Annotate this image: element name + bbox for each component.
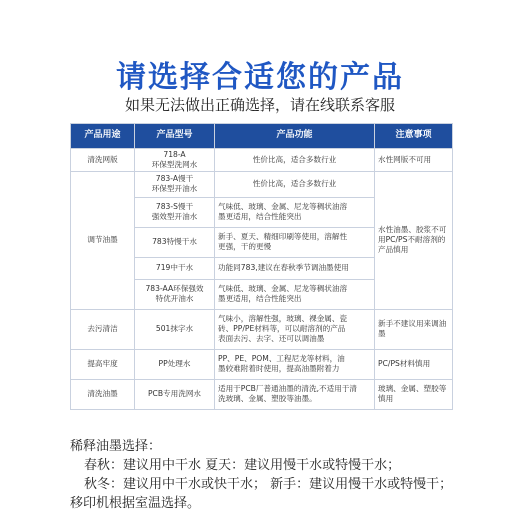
cell-use: 提高牢度: [71, 349, 135, 379]
cell-function: 新手、夏天、精细印刷等使用，溶解性 更强，干的更慢: [215, 227, 375, 257]
cell-model: 783特慢干水: [135, 227, 215, 257]
page-title: 请选择合适您的产品: [116, 60, 404, 95]
cell-function: 适用于PCB厂普通油墨的清洗,不适用于清 洗玻璃、金属、塑胶等油墨。: [215, 379, 375, 409]
cell-function: 性价比高，适合多数行业: [215, 171, 375, 197]
table-row: [71, 349, 453, 379]
cell-model: 718-A 环保型洗网水: [135, 149, 215, 172]
cell-model: 783-AA环保强效 特优开油水: [135, 279, 215, 309]
cell-use: 调节油墨: [71, 171, 135, 309]
cell-model: 783-S慢干 强效型开油水: [135, 197, 215, 227]
dilution-guide: [70, 437, 510, 513]
cell-function: 功能同783,建议在春秋季节调油墨使用: [215, 257, 375, 279]
cell-model: PP处理水: [135, 349, 215, 379]
cell-use: 清洗网版: [71, 149, 135, 172]
cell-function: 气味低、玻璃、金属、尼龙等稠状油溶 墨更适用，结合性能突出: [215, 279, 375, 309]
header-model: 产品型号: [135, 124, 215, 149]
cell-function: PP、PE、POM、工程尼龙等材料，油 墨较难附着时使用，提高油墨附着力: [215, 349, 375, 379]
cell-note: 玻璃、金属、塑胶等慎用: [375, 379, 453, 409]
header-use: 产品用途: [71, 124, 135, 149]
header-function: 产品功能: [215, 124, 375, 149]
cell-model: 719中干水: [135, 257, 215, 279]
cell-model: 501抹字水: [135, 309, 215, 349]
dilution-winter-line: 秋冬：建议用中干水或快干水； 新手：建议用慢干水或特慢干；: [84, 477, 453, 492]
header-notes: 注意事项: [375, 124, 453, 149]
table-row: [71, 171, 453, 197]
cell-function: 气味小，溶解性强，玻璃、裸金属、瓷 砖、PP/PE材料等，可以耐溶剂的产品 表面去污、去字、还可以调油墨: [215, 309, 375, 349]
table-header-row: [71, 124, 453, 149]
cell-function: 气味低、玻璃、金属、尼龙等稠状油溶 墨更适用，结合性能突出: [215, 197, 375, 227]
dilution-footer: 移印机根据室温选择。: [70, 496, 201, 511]
page-subtitle: 如果无法做出正确选择，请在线联系客服: [124, 96, 395, 114]
cell-note: 水性油墨、胶浆不可用PC/PS不耐溶剂的产品慎用: [375, 171, 453, 309]
cell-use: 清洗油墨: [71, 379, 135, 409]
cell-model: PCB专用洗网水: [135, 379, 215, 409]
dilution-heading: 稀释油墨选择：: [70, 439, 162, 454]
cell-function: 性价比高，适合多数行业: [215, 149, 375, 172]
table-row: [71, 379, 453, 409]
table-row: [71, 309, 453, 349]
cell-model: 783-A慢干 环保型开油水: [135, 171, 215, 197]
cell-note: PC/PS材料慎用: [375, 349, 453, 379]
cell-use: 去污清洁: [71, 309, 135, 349]
product-table: [70, 123, 453, 410]
cell-note: 新手不建议用来调油墨: [375, 309, 453, 349]
cell-note: 水性网版不可用: [375, 149, 453, 172]
table-row: [71, 149, 453, 172]
dilution-spring-line: 春秋：建议用中干水 夏天：建议用慢干水或特慢干水；: [84, 458, 401, 473]
